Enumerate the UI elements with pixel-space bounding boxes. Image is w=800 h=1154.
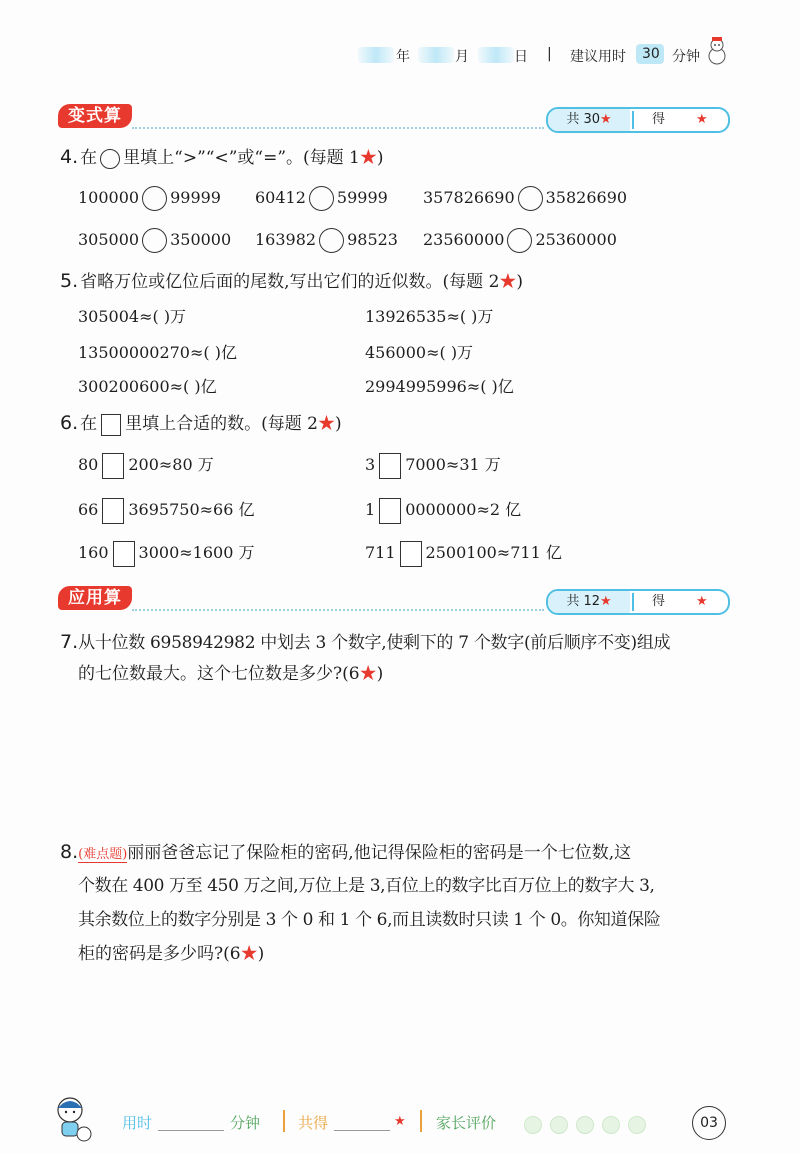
answer-box[interactable] (379, 498, 401, 524)
q4-item: 100000 99999 (78, 186, 221, 211)
q8-line2: 个数在 400 万至 450 万之间,万位上是 3,百位上的数字比百万位上的数字大 3, (78, 876, 655, 896)
q5-item[interactable]: 456000≈( )万 (365, 343, 474, 362)
q4-prompt: 4. 在 里填上“>”“<”或“=”。(每题 1★) (60, 146, 384, 168)
footer-divider (283, 1110, 285, 1132)
q4-item: 23560000 25360000 (423, 228, 617, 253)
q8-line4: 柜的密码是多少吗?(6★) (78, 944, 265, 964)
answer-box[interactable] (102, 453, 124, 479)
answer-circle[interactable] (507, 228, 532, 253)
section-divider (132, 127, 544, 129)
year-blank (358, 47, 394, 63)
answer-box[interactable] (113, 541, 135, 567)
star-icon: ★ (600, 594, 612, 609)
q8-line1: 8.(难点题)丽丽爸爸忘记了保险柜的密码,他记得保险柜的密码是一个七位数,这 (60, 841, 632, 863)
score-box-section1 (546, 107, 730, 133)
month-label: 月 (455, 49, 469, 65)
kid-mascot-icon (50, 1094, 92, 1144)
q5-item[interactable]: 13926535≈( )万 (365, 307, 494, 326)
section-title-variant: 变式算 (58, 104, 132, 128)
answer-box[interactable] (400, 541, 422, 567)
q6-item: 1 0000000≈2 亿 (365, 497, 521, 524)
q6-item: 80 200≈80 万 (78, 452, 214, 479)
q4-item: 163982 98523 (255, 228, 398, 253)
total-earned-line[interactable] (334, 1130, 390, 1131)
answer-circle[interactable] (518, 186, 543, 211)
page-number: 03 (692, 1106, 726, 1140)
q5-prompt: 5. 省略万位或亿位后面的尾数,写出它们的近似数。(每题 2★) (60, 270, 524, 292)
answer-circle[interactable] (309, 186, 334, 211)
q6-item: 160 3000≈1600 万 (78, 540, 254, 567)
day-label: 日 (514, 49, 528, 65)
suggest-time-label: 建议用时 (570, 49, 626, 65)
earned-score: 得 (652, 112, 666, 127)
star-icon: ★ (394, 1114, 406, 1129)
star-icon: ★ (696, 594, 708, 609)
year-label: 年 (396, 49, 410, 65)
footer-divider (420, 1110, 422, 1132)
earned-score: 得 (652, 594, 666, 609)
q6-item: 711 2500100≈711 亿 (365, 540, 562, 567)
q5-item[interactable]: 300200600≈( )亿 (78, 377, 217, 396)
answer-box[interactable] (102, 498, 124, 524)
eval-face-icon[interactable] (524, 1116, 542, 1134)
eval-face-icon[interactable] (628, 1116, 646, 1134)
pill-divider (632, 593, 634, 611)
circle-blank-icon (100, 149, 120, 169)
q6-item: 3 7000≈31 万 (365, 452, 501, 479)
score-box-section2 (546, 589, 730, 615)
month-blank (418, 47, 454, 63)
eval-face-icon[interactable] (576, 1116, 594, 1134)
time-used-unit: 分钟 (230, 1114, 261, 1132)
total-score: 共 30★ (548, 109, 630, 131)
total-score: 共 12★ (548, 591, 630, 613)
eval-face-icon[interactable] (550, 1116, 568, 1134)
q6-prompt: 6. 在 里填上合适的数。(每题 2★) (60, 412, 342, 434)
suggest-time-value: 30 (642, 46, 660, 62)
total-earned-label: 共得 (298, 1114, 329, 1132)
q4-item: 60412 59999 (255, 186, 388, 211)
q5-item[interactable]: 2994995996≈( )亿 (365, 377, 514, 396)
star-icon: ★ (359, 148, 377, 168)
q6-item: 66 3695750≈66 亿 (78, 497, 254, 524)
snowman-icon (704, 36, 730, 66)
day-blank (478, 47, 514, 63)
time-used-line[interactable] (158, 1130, 224, 1131)
parent-eval-label: 家长评价 (436, 1114, 497, 1132)
star-icon: ★ (318, 414, 335, 434)
header-divider: | (547, 46, 552, 62)
star-icon: ★ (359, 664, 377, 684)
pill-divider (632, 111, 634, 129)
star-icon: ★ (600, 112, 612, 127)
section-title-applied: 应用算 (58, 586, 132, 610)
suggest-time-unit: 分钟 (672, 49, 700, 65)
q5-item[interactable]: 305004≈( )万 (78, 307, 187, 326)
answer-circle[interactable] (142, 186, 167, 211)
answer-circle[interactable] (142, 228, 167, 253)
q7-line2: 的七位数最大。这个七位数是多少?(6★) (78, 664, 384, 684)
q8-line3: 其余数位上的数字分别是 3 个 0 和 1 个 6,而且读数时只读 1 个 0。你知道保险 (78, 910, 661, 930)
q5-item[interactable]: 13500000270≈( )亿 (78, 343, 237, 362)
answer-box[interactable] (379, 453, 401, 479)
time-used-label: 用时 (122, 1114, 153, 1132)
q7-line1: 7.从十位数 6958942982 中划去 3 个数字,使剩下的 7 个数字(前后顺序不变)组成 (60, 631, 671, 653)
q4-item: 305000 350000 (78, 228, 231, 253)
star-icon: ★ (240, 944, 258, 964)
square-blank-icon (101, 414, 121, 436)
section-divider (132, 609, 544, 611)
eval-face-icon[interactable] (602, 1116, 620, 1134)
star-icon: ★ (499, 272, 517, 292)
star-icon: ★ (696, 112, 708, 127)
q4-item: 357826690 35826690 (423, 186, 627, 211)
answer-circle[interactable] (319, 228, 344, 253)
difficulty-tag: (难点题) (78, 847, 128, 862)
